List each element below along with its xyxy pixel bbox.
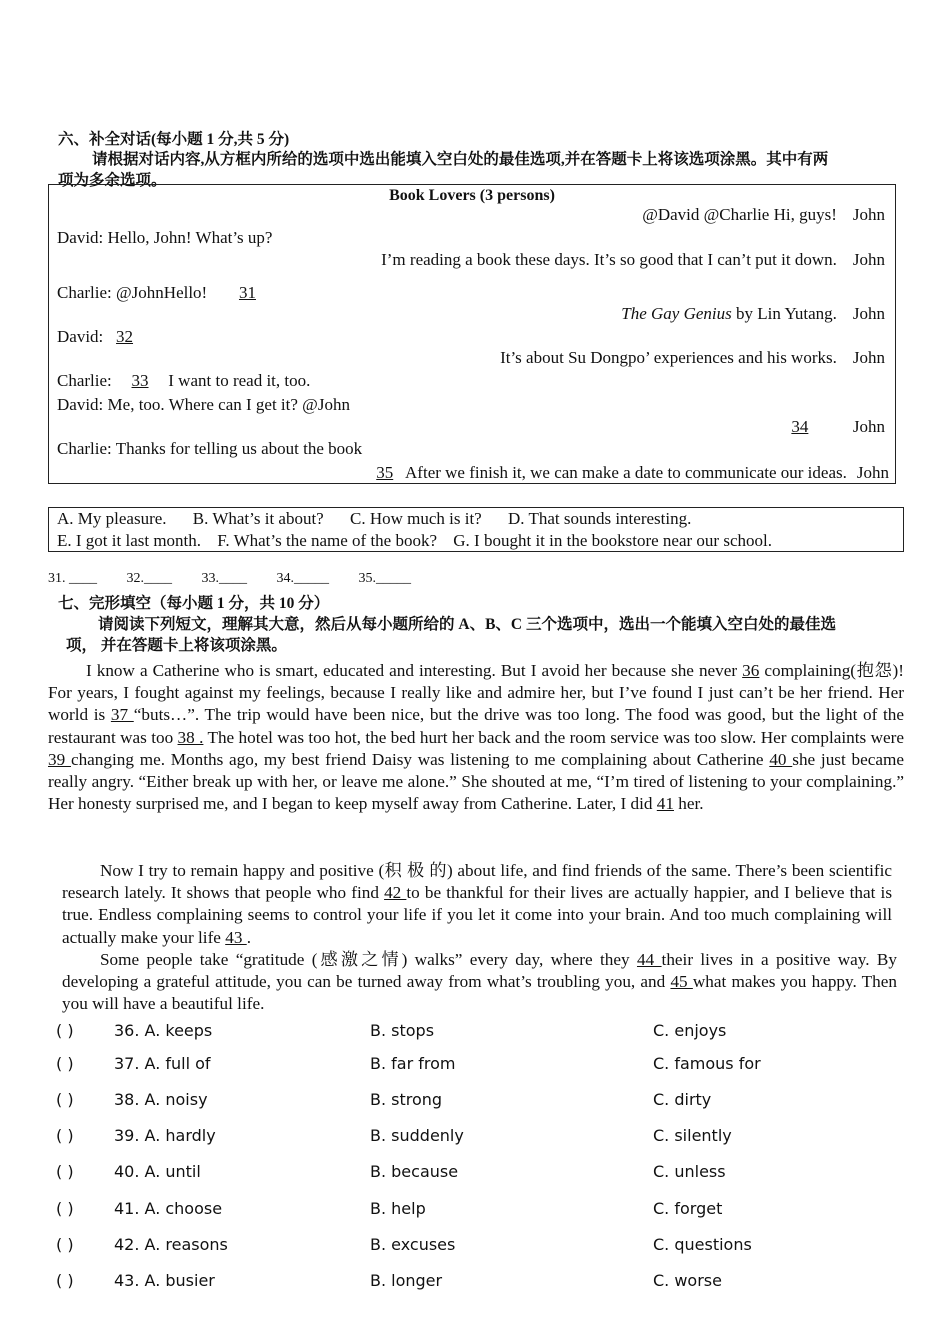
- blank-32[interactable]: 32: [116, 327, 134, 346]
- options-box: [48, 507, 904, 552]
- section-six-instruction-line1: 请根据对话内容,从方框内所给的选项中选出能填入空白处的最佳选项,并在答题卡上将该选项涂黑。其中有两: [92, 151, 829, 168]
- blank-36[interactable]: 36: [742, 661, 760, 680]
- option-a: 37. A. full of: [114, 1054, 211, 1073]
- question-row: [56, 1054, 906, 1076]
- option-b: B. What’s it about?: [192, 509, 324, 528]
- option-c: C. enjoys: [653, 1021, 727, 1040]
- dialogue-line-6: David: 32: [57, 327, 142, 347]
- blank-43[interactable]: 43: [225, 927, 247, 947]
- dialogue-line-4: Charlie: @JohnHello! 31: [57, 283, 277, 303]
- dialogue-line-9: David: Me, too. Where can I get it? @John: [57, 395, 350, 414]
- answer-paren[interactable]: ( ): [56, 1126, 74, 1145]
- blank-35[interactable]: 35: [376, 463, 394, 482]
- question-row: [56, 1090, 906, 1112]
- dialogue-line-10: 34 John: [777, 417, 885, 437]
- question-row: [56, 1199, 906, 1221]
- option-a: A. My pleasure.: [57, 509, 167, 528]
- blank-34[interactable]: 34: [791, 417, 809, 436]
- answer-33[interactable]: 33.____: [201, 571, 247, 586]
- dialogue-line-8: Charlie: 33 I want to read it, too.: [57, 371, 311, 390]
- option-a: 39. A. hardly: [114, 1126, 216, 1145]
- blank-44[interactable]: 44: [636, 950, 662, 969]
- option-c: C. questions: [653, 1235, 752, 1254]
- dialogue-line-5: The Gay Genius by Lin Yutang. John: [621, 304, 885, 323]
- option-b: B. stops: [370, 1021, 435, 1040]
- answer-paren[interactable]: ( ): [56, 1199, 74, 1218]
- option-a: 42. A. reasons: [114, 1235, 228, 1254]
- blank-41[interactable]: 41: [656, 794, 674, 814]
- option-b: B. far from: [370, 1054, 456, 1073]
- dialogue-line-11: Charlie: Thanks for telling us about the book: [57, 439, 363, 458]
- blank-39[interactable]: 39: [48, 749, 71, 769]
- question-row: [56, 1021, 906, 1043]
- question-row: [56, 1126, 906, 1148]
- answer-paren[interactable]: ( ): [56, 1090, 74, 1109]
- option-c: C. famous for: [653, 1054, 761, 1073]
- option-c: C. How much is it?: [349, 509, 482, 528]
- dialogue-line-3: I’m reading a book these days. It’s so good that I can’t put it down. John: [381, 250, 885, 269]
- dialogue-line-1: @David @Charlie Hi, guys! John: [642, 205, 885, 224]
- options-row-2: [57, 531, 794, 551]
- answer-paren[interactable]: ( ): [56, 1271, 74, 1290]
- dialogue-title: Book Lovers (3 persons): [389, 187, 555, 204]
- blank-37[interactable]: 37: [110, 705, 134, 725]
- section-six-instruction-line2: 项为多余选项。: [58, 172, 167, 189]
- blank-42[interactable]: 42: [384, 883, 407, 903]
- option-b: B. suddenly: [370, 1126, 464, 1145]
- answer-35[interactable]: 35._____: [358, 571, 411, 586]
- option-g: G. I bought it in the bookstore near our school.: [453, 531, 772, 550]
- option-b: B. because: [370, 1162, 459, 1181]
- option-c: C. unless: [653, 1162, 726, 1181]
- answer-31[interactable]: 31. ____: [48, 571, 97, 586]
- answer-paren[interactable]: ( ): [56, 1162, 74, 1181]
- dialogue-line-2: David: Hello, John! What’s up?: [57, 228, 273, 247]
- question-row: [56, 1162, 906, 1184]
- option-b: B. help: [370, 1199, 426, 1218]
- blank-31[interactable]: 31: [238, 283, 256, 302]
- option-b: B. longer: [370, 1271, 443, 1290]
- answer-34[interactable]: 34._____: [276, 571, 329, 586]
- answer-32[interactable]: 32.____: [126, 571, 172, 586]
- passage-paragraph-2: Now I try to remain happy and positive (积 极 的) about life, and find friends of the same. There’s been scientific research lately. It shows that people who find 42 to be thankful for their lives are actually happier, and I believe that is true. Endless complaining seems to control your life if you let it come into your brain. And too much complaining will actually make your life 43 .: [62, 861, 893, 947]
- dialogue-line-7: It’s about Su Dongpo’ experiences and his works. John: [500, 348, 885, 367]
- blank-33[interactable]: 33: [131, 371, 149, 390]
- option-b: B. strong: [370, 1090, 443, 1109]
- section-six-title: 六、补全对话(每小题 1 分,共 5 分): [58, 131, 290, 148]
- option-a: 38. A. noisy: [114, 1090, 208, 1109]
- dialogue-box: [48, 184, 896, 484]
- option-b: B. excuses: [370, 1235, 456, 1254]
- answer-paren[interactable]: ( ): [56, 1054, 74, 1073]
- options-row-1: [57, 509, 713, 529]
- blank-45[interactable]: 45: [670, 972, 693, 992]
- option-c: C. silently: [653, 1126, 732, 1145]
- answer-paren[interactable]: ( ): [56, 1021, 74, 1040]
- option-e: E. I got it last month.: [57, 531, 202, 550]
- answer-blanks: [48, 571, 437, 587]
- blank-40[interactable]: 40: [769, 749, 793, 769]
- passage-paragraph-1: I know a Catherine who is smart, educated and interesting. But I avoid her because she never 36 complaining(抱怨)! For years, I fought against my feelings, because I really like and admire her, but I’ve found I just can’t be her friend. Her world is 37 “buts…”. The trip would have been nice, but the drive was too long. The food was good, but the light of the restaurant was too 38 . The hotel was too hot, the bed hurt her back and the room service was too slow. Her complaints were 39 changing me. Months ago, my best friend Daisy was listening to me complaining about Catherine 40 she just became really angry. “Either break up with her, or leave me alone.” She shouted at me, “I’m tired of listening to your complaining.” Her honesty surprised me, and I began to keep myself away from Catherine. Later, I did 41 her.: [48, 661, 905, 814]
- question-row: [56, 1235, 906, 1257]
- section-seven-instruction-line1: 请阅读下列短文，理解其大意，然后从每小题所给的 A、B、C 三个选项中，选出一个能填入空白处的最佳选: [98, 616, 836, 633]
- option-a: 41. A. choose: [114, 1199, 223, 1218]
- answer-paren[interactable]: ( ): [56, 1235, 74, 1254]
- option-c: C. forget: [653, 1199, 723, 1218]
- dialogue-line-12: 35 After we finish it, we can make a date to communicate our ideas. John: [368, 463, 889, 483]
- option-f: F. What’s the name of the book?: [217, 531, 438, 550]
- section-seven-instruction-line2: 项， 并在答题卡上将该项涂黑。: [66, 637, 287, 654]
- blank-38[interactable]: 38 .: [177, 727, 204, 747]
- option-a: 43. A. busier: [114, 1271, 215, 1290]
- section-seven-title: 七、完形填空（每小题 1 分，共 10 分）: [58, 595, 330, 612]
- option-c: C. worse: [653, 1271, 722, 1290]
- passage-paragraph-3: Some people take “gratitude (感激之情) walks” every day, where they 44 their lives in a positive way. By developing a grateful attitude, you can be turned away from what’s troubling you, and 45 what makes you happy. Then you will have a beautiful life.: [62, 950, 897, 1014]
- option-a: 40. A. until: [114, 1162, 201, 1181]
- question-row: [56, 1271, 906, 1293]
- option-a: 36. A. keeps: [114, 1021, 213, 1040]
- option-c: C. dirty: [653, 1090, 712, 1109]
- option-d: D. That sounds interesting.: [507, 509, 692, 528]
